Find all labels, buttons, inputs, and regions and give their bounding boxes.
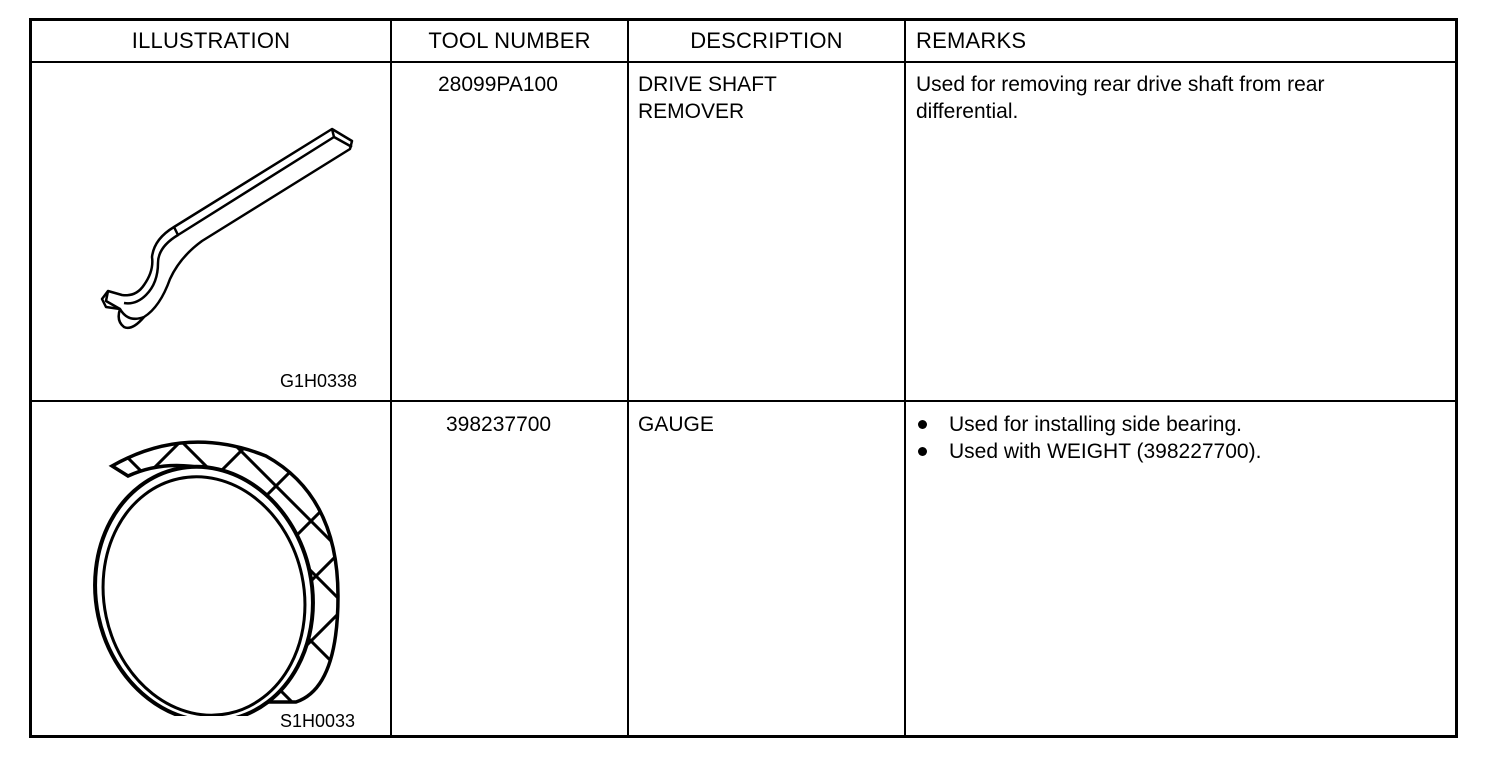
list-item xyxy=(918,438,1261,465)
header-description: DESCRIPTION xyxy=(690,28,843,53)
description-line: DRIVE SHAFT xyxy=(638,73,777,96)
figure-code: S1H0033 xyxy=(280,711,356,731)
column-divider xyxy=(904,21,906,735)
remarks-line: Used for installing side bearing. xyxy=(949,413,1242,436)
header-divider xyxy=(32,61,1455,63)
bullet-icon xyxy=(918,420,927,429)
list-item xyxy=(918,411,1261,438)
header-remarks: REMARKS xyxy=(916,28,1027,53)
column-divider xyxy=(627,21,629,735)
header-tool-number: TOOL NUMBER xyxy=(428,28,591,53)
knurled-gauge-icon xyxy=(76,426,356,716)
description-line: REMOVER xyxy=(638,100,745,123)
tool-description xyxy=(638,71,777,125)
remarks-list xyxy=(918,411,1261,465)
tool-number: 28099PA100 xyxy=(438,73,558,96)
tool-number: 398237700 xyxy=(446,413,552,436)
remarks-line: differential. xyxy=(916,100,1019,123)
remarks-line: Used for removing rear drive shaft from rear xyxy=(916,73,1325,96)
remarks-line: Used with WEIGHT (398227700). xyxy=(949,440,1262,463)
tool-description: GAUGE xyxy=(638,413,714,436)
column-divider xyxy=(390,21,392,735)
tool-remarks xyxy=(916,71,1324,125)
row-divider xyxy=(32,400,1455,402)
special-tools-table xyxy=(29,18,1458,738)
bullet-icon xyxy=(918,447,927,456)
header-illustration: ILLUSTRATION xyxy=(131,28,291,53)
figure-code: G1H0338 xyxy=(280,371,358,391)
tool-remarks xyxy=(918,411,1261,465)
drive-shaft-remover-icon xyxy=(62,111,362,351)
